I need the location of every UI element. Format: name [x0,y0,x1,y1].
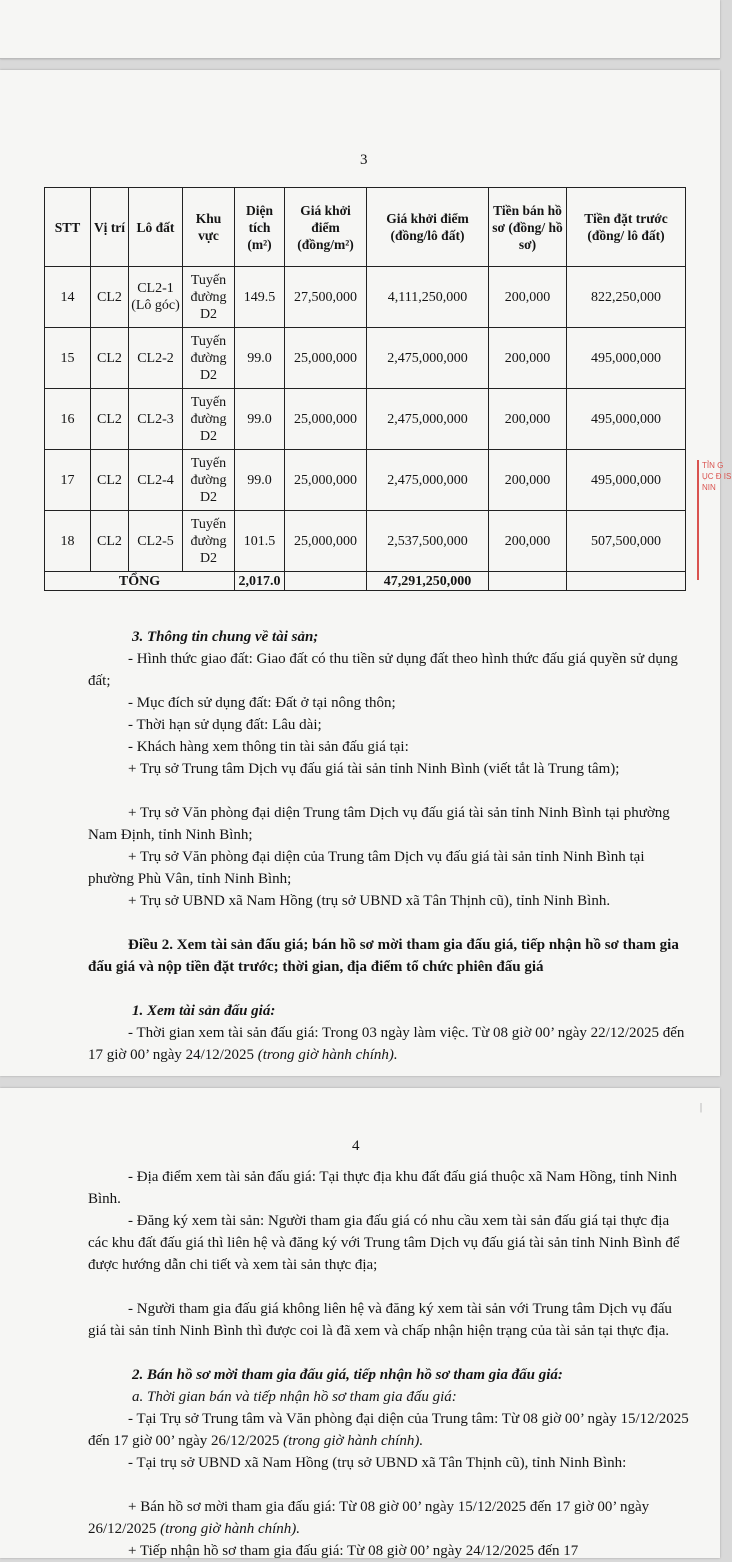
cell-stt: 17 [45,450,91,511]
total-empty-cell [567,572,686,591]
header-size: Diện tích (m²) [235,188,285,267]
cell-location: CL2 [91,389,129,450]
cell-price-lot: 2,475,000,000 [367,328,489,389]
total-empty-cell [489,572,567,591]
paragraph-land-purpose: - Mục đích sử dụng đất: Đất ở tại nông thôn; [128,695,396,711]
table-row [45,450,686,511]
cell-size: 101.5 [235,511,285,572]
cell-location: CL2 [91,328,129,389]
table-row [45,267,686,328]
header-dossier-fee: Tiền bán hồ sơ (đồng/ hồ sơ) [489,188,567,267]
paragraph-commune-office: - Tại trụ sở UBND xã Nam Hồng (trụ sở UBND xã Tân Thịnh cũ), tỉnh Ninh Bình: [128,1455,627,1471]
previous-page-fragment [0,0,720,59]
paragraph-dossier-sales [88,1496,692,1540]
view-time-note: (trong giờ hành chính). [257,1047,398,1063]
dossier-sales-note: (trong giờ hành chính). [160,1521,301,1537]
cell-lot: CL2-3 [129,389,183,450]
paragraph-view-time [88,1022,692,1066]
table-row [45,511,686,572]
paragraph-no-registration: - Người tham gia đấu giá không liên hệ và đăng ký xem tài sản với Trung tâm Dịch vụ đấu giá tài sản tỉnh Ninh Bình thì được coi là đã xem và chấp nhận hiện trạng của tài sản tại thực địa. [88,1301,672,1339]
view-time-text: - Thời gian xem tài sản đấu giá: Trong 03 ngày làm việc. Từ 08 giờ 00’ ngày 22/12/2025 đến 17 giờ 00’ ngày 24/12/2025 [88,1025,685,1063]
cell-fee: 200,000 [489,450,567,511]
cell-price-lot: 2,537,500,000 [367,511,489,572]
paragraph-land-term: - Thời hạn sử dụng đất: Lâu dài; [128,717,322,733]
cell-stt: 18 [45,511,91,572]
paragraph-view-location: - Địa điểm xem tài sản đấu giá: Tại thực địa khu đất đấu giá thuộc xã Nam Hồng, tỉnh Ninh Bình. [88,1169,677,1207]
cell-zone: Tuyến đường D2 [183,267,235,328]
auction-assets-table [44,187,686,591]
center-sales-text: - Tại Trụ sở Trung tâm và Văn phòng đại diện của Trung tâm: Từ 08 giờ 00’ ngày 15/12/2025 đến 17 giờ 00’ ngày 26/12/2025 [88,1411,689,1449]
subsection-2-title: 2. Bán hồ sơ mời tham gia đấu giá, tiếp nhận hồ sơ tham gia đấu giá: [132,1367,563,1383]
cell-fee: 200,000 [489,267,567,328]
paragraph-dossier-receipt: + Tiếp nhận hồ sơ tham gia đấu giá: Từ 08 giờ 00’ ngày 24/12/2025 đến 17 [128,1543,579,1559]
cell-stt: 15 [45,328,91,389]
document-page-4 [0,1088,720,1558]
cell-fee: 200,000 [489,389,567,450]
cell-zone: Tuyến đường D2 [183,511,235,572]
paragraph-office-2: + Trụ sở Văn phòng đại diện Trung tâm Dịch vụ đấu giá tài sản tỉnh Ninh Bình tại phường Nam Định, tỉnh Ninh Bình; [88,805,670,843]
header-location: Vị trí [91,188,129,267]
cell-zone: Tuyến đường D2 [183,450,235,511]
section-3-title: 3. Thông tin chung về tài sản; [132,629,319,645]
cell-fee: 200,000 [489,328,567,389]
cell-location: CL2 [91,511,129,572]
header-price-lot: Giá khởi điểm (đồng/lô đất) [367,188,489,267]
cell-lot: CL2-2 [129,328,183,389]
paragraph-office-3: + Trụ sở Văn phòng đại diện của Trung tâm Dịch vụ đấu giá tài sản tỉnh Ninh Bình tại phường Phù Vân, tỉnh Ninh Bình; [88,849,645,887]
header-deposit: Tiền đặt trước (đồng/ lô đất) [567,188,686,267]
cell-price-m2: 27,500,000 [285,267,367,328]
table-row [45,328,686,389]
cell-location: CL2 [91,267,129,328]
cell-size: 149.5 [235,267,285,328]
cell-price-m2: 25,000,000 [285,389,367,450]
paragraph-center-sales [88,1408,692,1452]
cell-price-lot: 4,111,250,000 [367,267,489,328]
cell-price-m2: 25,000,000 [285,328,367,389]
table-total-row [45,572,686,591]
cell-size: 99.0 [235,328,285,389]
page-edge-mark: | [700,1102,703,1113]
article-2-heading: Điều 2. Xem tài sản đấu giá; bán hồ sơ mời tham gia đấu giá, tiếp nhận hồ sơ tham gia đấu giá và nộp tiền đặt trước; thời gian, địa điểm tổ chức phiên đấu giá [88,937,679,975]
paragraph-office-1: + Trụ sở Trung tâm Dịch vụ đấu giá tài sản tỉnh Ninh Bình (viết tắt là Trung tâm); [128,761,620,777]
cell-price-lot: 2,475,000,000 [367,450,489,511]
cell-price-m2: 25,000,000 [285,450,367,511]
cell-stt: 16 [45,389,91,450]
total-price: 47,291,250,000 [367,572,489,591]
cell-price-lot: 2,475,000,000 [367,389,489,450]
cell-size: 99.0 [235,450,285,511]
cell-fee: 200,000 [489,511,567,572]
paragraph-office-4: + Trụ sở UBND xã Nam Hồng (trụ sở UBND xã Tân Thịnh cũ), tỉnh Ninh Bình. [128,893,611,909]
subsection-1-title: 1. Xem tài sản đấu giá: [132,1003,276,1019]
subsection-2a-title: a. Thời gian bán và tiếp nhận hồ sơ tham gia đấu giá: [132,1389,457,1405]
cell-zone: Tuyến đường D2 [183,328,235,389]
table-row [45,389,686,450]
cell-deposit: 822,250,000 [567,267,686,328]
total-empty-cell [285,572,367,591]
cell-deposit: 495,000,000 [567,328,686,389]
total-area: 2,017.0 [235,572,285,591]
header-lot: Lô đất [129,188,183,267]
cell-deposit: 495,000,000 [567,389,686,450]
total-label: TỔNG [45,572,235,591]
center-sales-note: (trong giờ hành chính). [283,1433,424,1449]
paragraph-view-info: - Khách hàng xem thông tin tài sản đấu giá tại: [128,739,409,755]
cell-lot: CL2-4 [129,450,183,511]
page-number: 4 [352,1138,360,1154]
cell-deposit: 507,500,000 [567,511,686,572]
cell-price-m2: 25,000,000 [285,511,367,572]
header-stt: STT [45,188,91,267]
paragraph-view-registration: - Đăng ký xem tài sản: Người tham gia đấu giá có nhu cầu xem tài sản đấu giá tại thực địa các khu đất đấu giá thì liên hệ và đăng ký với Trung tâm Dịch vụ đấu giá tài sản tỉnh Ninh Bình để được hướng dẫn chi tiết và xem tài sản thực địa; [88,1213,680,1273]
document-page-3 [0,70,732,1076]
header-price-m2: Giá khởi điểm (đồng/m²) [285,188,367,267]
table-header-row [45,188,686,267]
header-area-zone: Khu vực [183,188,235,267]
red-stamp-fragment: TỈN G ỤC Đ IS NIN [697,460,732,580]
cell-location: CL2 [91,450,129,511]
cell-zone: Tuyến đường D2 [183,389,235,450]
cell-lot: CL2-1 (Lô góc) [129,267,183,328]
dossier-sales-text: + Bán hồ sơ mời tham gia đấu giá: Từ 08 giờ 00’ ngày 15/12/2025 đến 17 giờ 00’ ngày 26/12/2025 [88,1499,650,1537]
paragraph-land-allocation: - Hình thức giao đất: Giao đất có thu tiền sử dụng đất theo hình thức đấu giá quyền sử dụng đất; [88,651,678,689]
cell-stt: 14 [45,267,91,328]
cell-size: 99.0 [235,389,285,450]
page-number: 3 [360,152,368,168]
cell-lot: CL2-5 [129,511,183,572]
cell-deposit: 495,000,000 [567,450,686,511]
